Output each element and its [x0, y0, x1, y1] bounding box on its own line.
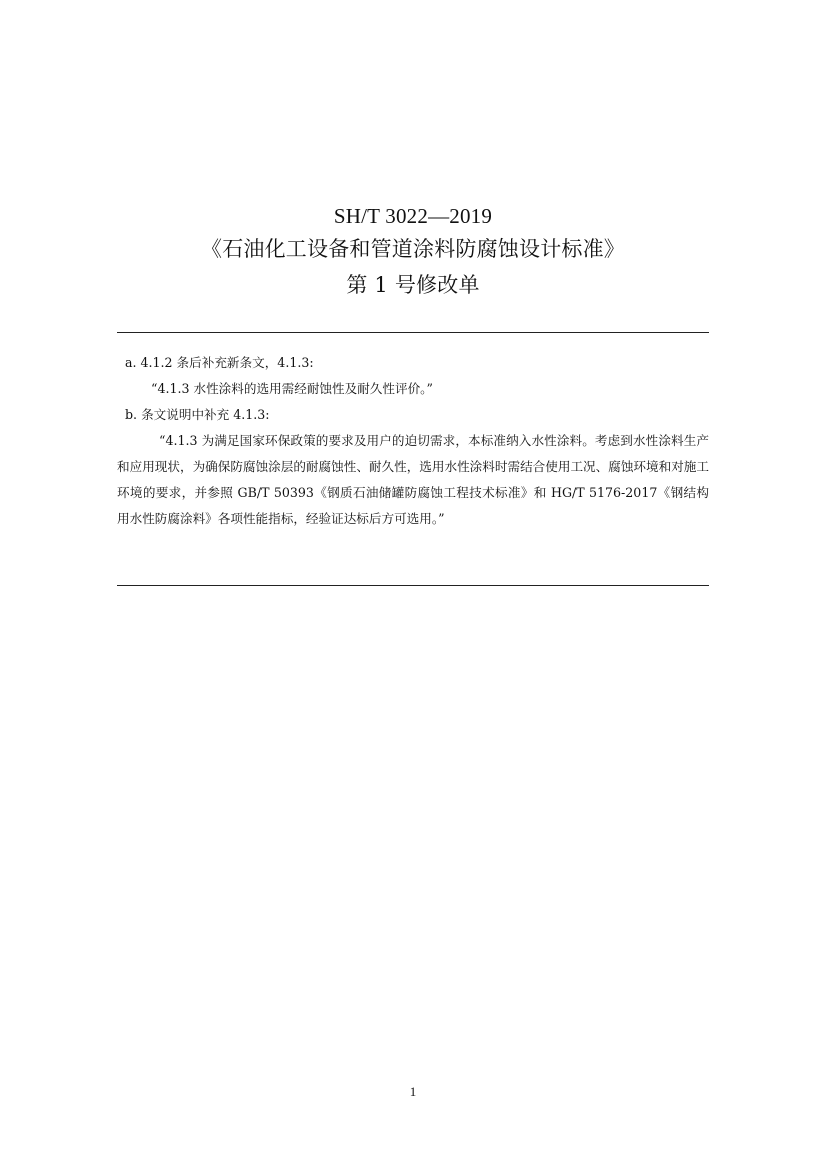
bottom-divider: [117, 585, 709, 586]
standard-code: SH/T 3022—2019: [333, 204, 493, 228]
amendment-content: [117, 350, 709, 532]
title-block: [0, 200, 826, 302]
amendment-title: 第 1 号修改单: [346, 273, 480, 298]
item-b: b. 条文说明中补充 4.1.3:: [125, 407, 270, 422]
item-a-quote: “4.1.3 水性涂料的选用需经耐蚀性及耐久性评价。”: [151, 381, 433, 396]
page-number: 1: [409, 1084, 417, 1099]
item-b-quote: “4.1.3 为满足国家环保政策的要求及用户的迫切需求，本标准纳入水性涂料。考虑到水性涂料生产和应用现状，为确保防腐蚀涂层的耐腐蚀性、耐久性，选用水性涂料时需结合使用工况、腐蚀环境和对施工环境的要求，并参照 GB/T 50393《钢质石油储罐防腐蚀工程技术标准》和 HG/T 5176-2017《钢结构用水性防腐涂料》各项性能指标，经验证达标后方可选用。”: [117, 433, 709, 526]
standard-title: 《石油化工设备和管道涂料防腐蚀设计标准》: [201, 236, 625, 261]
item-a: a. 4.1.2 条后补充新条文，4.1.3:: [125, 355, 314, 370]
top-divider: [117, 332, 709, 333]
